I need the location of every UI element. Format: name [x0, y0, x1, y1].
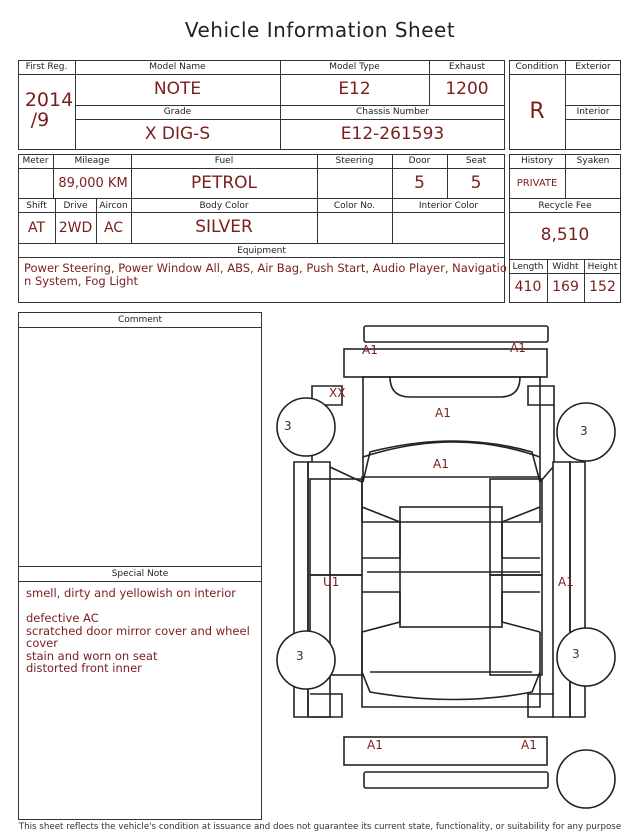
fuel-label: Fuel	[214, 156, 234, 166]
mileage-value: 89,000 KM	[58, 176, 128, 191]
grade-value: X DIG-S	[144, 124, 211, 144]
note-line: scratched door mirror cover and wheel	[26, 623, 250, 638]
condition-value: R	[529, 99, 545, 124]
wheel-rear-left	[277, 631, 335, 689]
note-line: cover	[26, 636, 58, 650]
length-value: 410	[514, 279, 542, 295]
syaken-label: Syaken	[576, 156, 610, 166]
first-reg-month: /9	[30, 109, 50, 131]
body-color-label: Body Color	[199, 201, 249, 211]
wheel-front-left-grade: 3	[284, 419, 292, 433]
exterior-label: Exterior	[575, 62, 611, 72]
meter-label: Meter	[22, 156, 49, 166]
right-fender	[528, 386, 554, 405]
first-reg-label: First Reg.	[25, 62, 68, 72]
model-type-label: Model Type	[329, 62, 380, 72]
body-color-value: SILVER	[195, 217, 253, 237]
interior-color-label: Interior Color	[418, 201, 479, 211]
interior-label: Interior	[576, 107, 610, 117]
chassis-number-label: Chassis Number	[355, 107, 430, 117]
steering-label: Steering	[335, 156, 374, 166]
damage-front-fender: XX	[329, 386, 346, 400]
aircon-label: Aircon	[99, 201, 128, 211]
page-title: Vehicle Information Sheet	[184, 18, 456, 42]
note-line: distorted front inner	[26, 661, 142, 675]
damage-left-side: U1	[323, 575, 340, 589]
note-line: smell, dirty and yellowish on interior	[26, 586, 237, 600]
wheel-rear-right	[557, 628, 615, 686]
damage-rear-left: A1	[367, 738, 383, 752]
model-name-label: Model Name	[149, 62, 206, 72]
chassis-number-value: E12-261593	[340, 124, 445, 144]
first-reg-year: 2014	[24, 89, 74, 111]
door-value: 5	[414, 173, 425, 193]
wheel-front-right-grade: 3	[580, 424, 588, 438]
exhaust-value: 1200	[445, 79, 489, 99]
comment-label: Comment	[117, 315, 163, 325]
drive-label: Drive	[63, 201, 88, 211]
hood	[363, 377, 540, 457]
length-label: Length	[512, 262, 544, 272]
car-diagram	[270, 322, 632, 820]
equipment-line: n System, Fog Light	[24, 274, 139, 288]
windshield	[363, 441, 540, 482]
special-note-label: Special Note	[111, 569, 169, 579]
front-bumper	[364, 326, 548, 342]
recycle-fee-value: 8,510	[540, 225, 590, 245]
damage-front-left: A1	[362, 343, 378, 357]
equipment-label: Equipment	[237, 246, 286, 256]
condition-label: Condition	[515, 62, 559, 72]
mileage-label: Mileage	[74, 156, 110, 166]
history-value: PRIVATE	[516, 178, 558, 189]
aircon-value: AC	[103, 220, 124, 236]
seat-value: 5	[470, 173, 482, 193]
damage-rear-right: A1	[521, 738, 537, 752]
width-value: 169	[552, 279, 579, 295]
height-value: 152	[589, 279, 616, 295]
damage-right-side: A1	[558, 575, 574, 589]
wheel-rear-right-grade: 3	[572, 647, 580, 661]
note-line: stain and worn on seat	[26, 648, 158, 663]
drive-value: 2WD	[58, 220, 93, 236]
disclaimer-footer: This sheet reflects the vehicle's condition at issuance and does not guarantee its current state, functionality, or suitability for any purpose	[18, 822, 622, 832]
grade-label: Grade	[163, 107, 192, 117]
door-label: Door	[408, 156, 431, 166]
height-label: Height	[587, 262, 618, 272]
color-no-label: Color No.	[333, 201, 376, 211]
equipment-list	[24, 261, 507, 288]
spare-wheel	[557, 750, 615, 808]
roof	[400, 507, 502, 627]
damage-front-right: A1	[510, 341, 526, 355]
left-front-door	[310, 479, 362, 575]
seat-label: Seat	[465, 156, 487, 166]
width-label: Widht	[552, 262, 579, 272]
right-front-door	[490, 479, 542, 575]
special-note-text	[26, 587, 254, 675]
model-name-value: NOTE	[153, 79, 202, 99]
shift-value: AT	[27, 220, 46, 236]
history-label: History	[520, 156, 554, 166]
fuel-value: PETROL	[190, 173, 258, 193]
recycle-fee-label: Recycle Fee	[538, 201, 592, 211]
damage-windshield: A1	[433, 457, 449, 471]
exhaust-label: Exhaust	[448, 62, 486, 72]
shift-label: Shift	[26, 201, 47, 211]
model-type-value: E12	[338, 79, 371, 99]
damage-hood: A1	[435, 406, 451, 420]
equipment-line: Power Steering, Power Window All, ABS, Air Bag, Push Start, Audio Player, Navigatio	[24, 261, 507, 275]
note-line: defective AC	[26, 611, 99, 625]
rear-window	[362, 672, 540, 700]
wheel-rear-left-grade: 3	[296, 649, 304, 663]
